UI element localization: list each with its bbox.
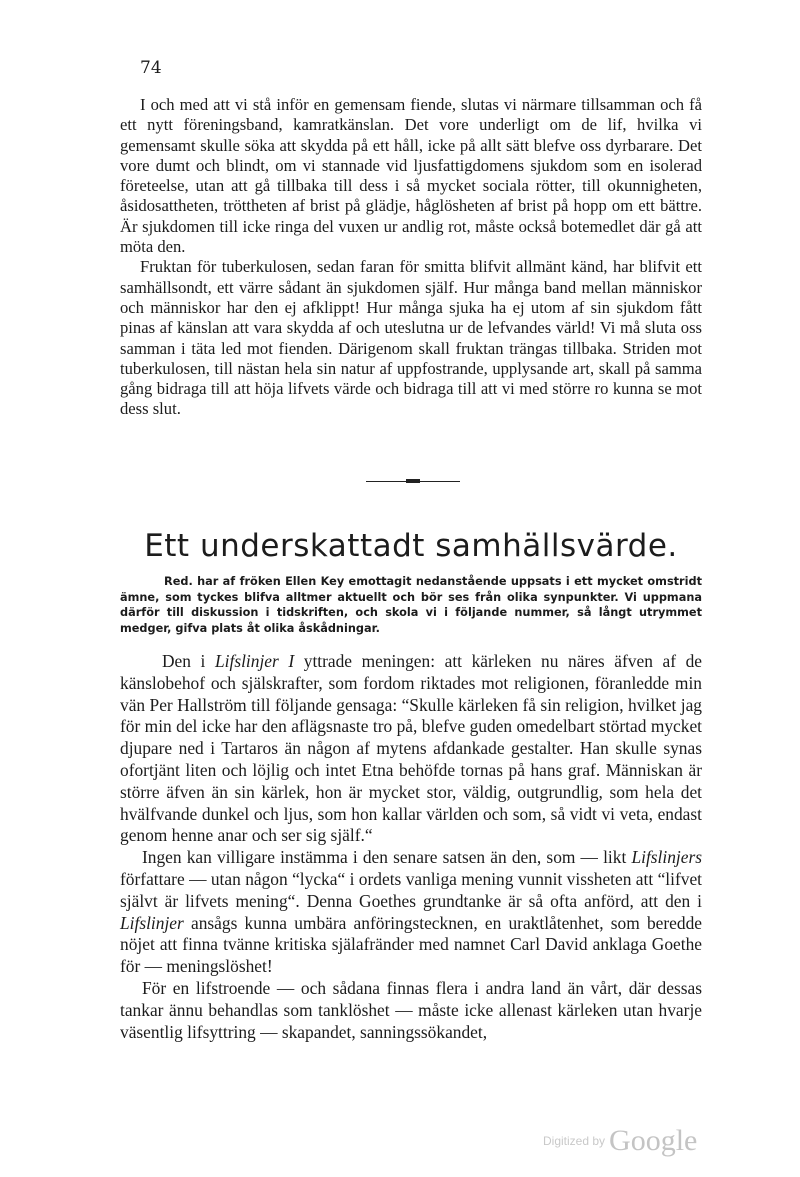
paragraph xyxy=(120,847,702,978)
paragraph: I och med att vi stå inför en gemensam fiende, slutas vi närmare tillsamman och få ett nytt föreningsband, kamratkänslan. Det vore underligt om de lif, hvilka vi gemensamt skulle söka att skydda på ett håll, icke på allt sätt blefve oss dyrbarare. Det vore dumt och blindt, om vi stannade vid ljusfattigdomens sjukdom som en isolerad företeelse, utan att gå tillbaka till dess i så mycket sociala rötter, till okunnigheten, åsidosattheten, tröttheten af brist på glädje, håglösheten af brist på hopp om ett bättre. Är sjukdomen till icke ringa del vuxen ur andlig rot, måste också botemedlet där gå att möta den. xyxy=(120,95,702,257)
text-run: Den i xyxy=(162,651,215,671)
page-number: 74 xyxy=(140,58,162,78)
section-divider-ornament xyxy=(406,479,420,483)
digitized-watermark xyxy=(543,1124,697,1158)
text-run: författare — utan någon “lycka“ i ordets vanliga mening vunnit vissheten att “lifvet självt är lifvets mening“. Denna Goethes grundtanke är så ofta anförd, att den i xyxy=(120,868,702,911)
text-run: ansågs kunna umbära anföringstecknen, en uraktlåtenhet, som beredde nöjet att finna tvänne kritiska själafränder med namnet Carl David anklaga Goethe för — meningslöshet! xyxy=(120,912,702,977)
text-run: Ingen kan villigare instämma i den senare satsen än den, som — likt xyxy=(142,847,632,868)
book-title: Lifslinjers xyxy=(631,847,702,868)
book-title: Lifslinjer xyxy=(120,912,184,933)
watermark-prefix: Digitized by xyxy=(543,1134,606,1148)
paragraph xyxy=(120,651,702,847)
text-run: yttrade meningen: att kärleken nu näres äfven af de känslobehof och själskrafter, som fordom riktades mot religionen, föranledde min vän Per Hallström till följande gensaga: “Skulle kärleken få sin religion, hvilket jag för min del icke har den aflägsnaste tro på, blefve guden omedelbart störtad mycket djupare ned i Tartaros än någon af mytens afdankade gestalter. Han skulle synas ofortjänt liten och löjlig och intet Etna behöfde tornas på hans graf. Människan är större äfven än sin kärlek, hon är mycket stor, väldig, outgrundlig, som hela det hvälfvande dunkel och ljus, som hon kallar världen och som, så vidt vi veta, endast genom henne anar och ser sig själf.“ xyxy=(120,651,702,846)
article-body xyxy=(120,651,702,1043)
section-continuation-text xyxy=(120,95,702,420)
paragraph: Fruktan för tuberkulosen, sedan faran för smitta blifvit allmänt känd, har blifvit ett samhällsondt, ett värre sådant än sjukdomen själf. Hur många band mellan människor och människor har den ej afklippt! Hur många sjuka ha ej utom af sin sjukdom fått pinas af känslan att vara skydda af och uteslutna ur de lefvandes värld! Vi må sluta oss samman i täta led mot fienden. Därigenom skall fruktan trängas tillbaka. Striden mot tuberkulosen, till nästan hela sin natur af uppfostrande, upplysande art, skall på samma gång bidraga till att höja lifvets värde och bidraga till att vi med större ro kunna se mot dess slut. xyxy=(120,257,702,419)
paragraph: För en lifstroende — och sådana finnas flera i andra land än vårt, där dessas tankar ännu behandlas som tanklöshet — måste icke allenast kärleken utan hvarje väsentlig lifsyttring — skapandet, sanningssökandet, xyxy=(120,977,702,1042)
article-title: Ett underskattadt samhällsvärde. xyxy=(144,528,678,564)
book-title: Lifslinjer I xyxy=(214,651,295,671)
editor-note: Red. har af fröken Ellen Key emottagit nedanstående uppsats i ett mycket omstridt ämne, som tyckes blifva alltmer aktuellt och bör ses från olika synpunkter. Vi uppmana därför till diskussion i tidskriften, och skola vi i följande nummer, så långt utrymmet medger, gifva plats åt olika åskådningar. xyxy=(120,575,702,635)
google-logo-icon: Google xyxy=(609,1124,698,1157)
